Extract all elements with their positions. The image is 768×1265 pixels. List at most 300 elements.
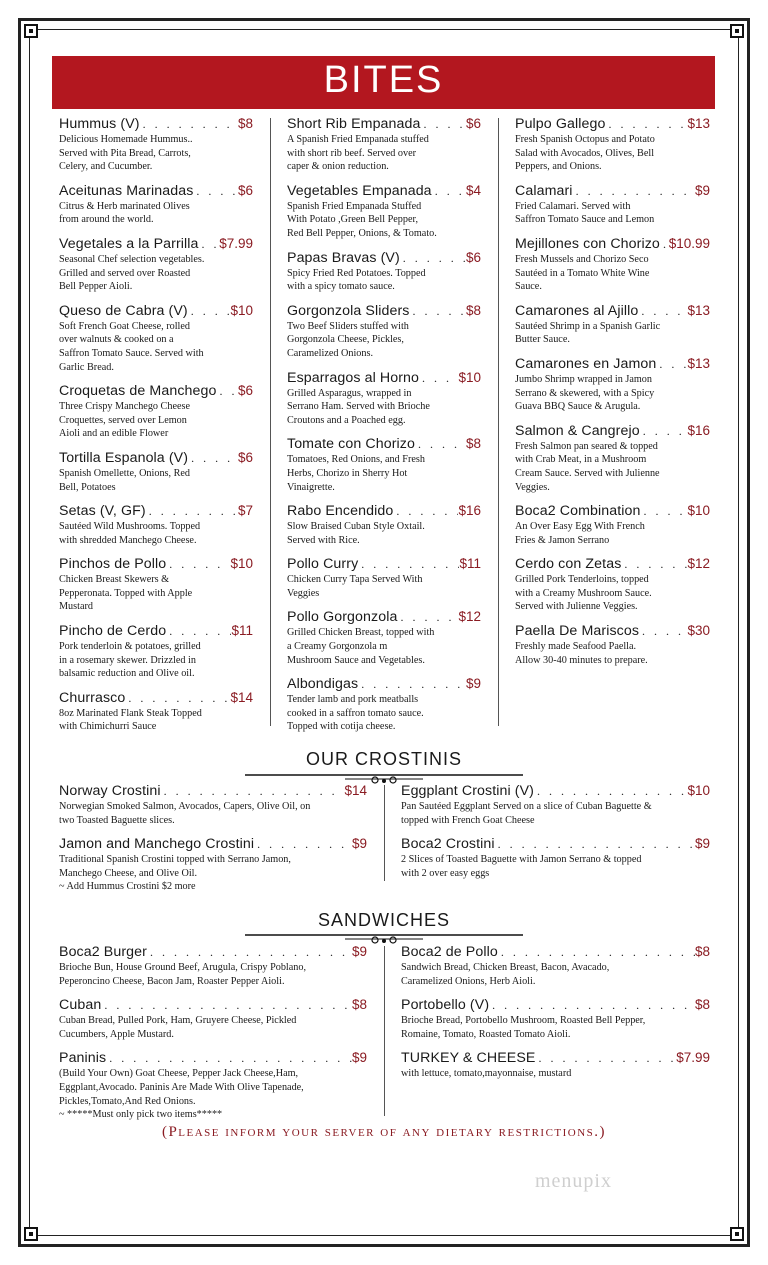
column-divider <box>498 118 499 726</box>
menu-item <box>515 303 710 347</box>
dot-leader <box>140 117 238 132</box>
menu-item-header <box>287 183 481 199</box>
menu-item-price: $9 <box>694 182 710 198</box>
menu-item-description <box>59 400 253 441</box>
menu-item-description <box>401 800 710 827</box>
bites-column-3 <box>515 116 710 676</box>
menu-item-price: $10.99 <box>668 235 710 251</box>
menu-item <box>59 383 253 441</box>
menu-item-description <box>515 253 710 294</box>
menu-item-description <box>59 320 253 374</box>
description-line: Mustard <box>59 601 93 613</box>
menu-item-description <box>287 320 481 361</box>
description-line: two Toasted Baguette slices. <box>59 814 175 826</box>
menu-item-price: $8 <box>694 944 710 959</box>
menu-item-description <box>287 693 481 734</box>
menu-item <box>287 609 481 667</box>
description-line: in a rosemary skewer. Drizzled in <box>59 654 196 666</box>
menu-item-header <box>515 356 710 372</box>
dietary-notice: (Please inform your server of any dietary restrictions.) <box>161 1124 607 1140</box>
corner-ornament-bottom-left <box>24 1227 38 1241</box>
description-line: Gorgonzola Cheese, Pickles, <box>287 334 404 346</box>
bites-column-1 <box>59 116 253 743</box>
menu-item-name: Norway Crostini <box>59 783 161 799</box>
menu-item-description <box>59 520 253 547</box>
menu-item-name: Aceitunas Marinadas <box>59 182 194 199</box>
sandwiches-divider <box>384 946 385 1116</box>
description-line: Pepperonata. Topped with Apple <box>59 587 193 599</box>
description-line: Three Crispy Manchego Cheese <box>59 401 190 413</box>
menu-item <box>515 556 710 614</box>
description-line: Caramelized Onions. <box>287 347 374 359</box>
menu-item-header <box>515 623 710 639</box>
description-line: with a Creamy Mushroom Sauce. <box>515 587 652 599</box>
menu-item <box>515 116 710 174</box>
menu-item-name: Boca2 Burger <box>59 944 147 960</box>
description-line: Salad with Avocados, Olives, Bell <box>515 147 655 159</box>
crostinis-title: OUR CROSTINIS <box>305 749 462 769</box>
description-line: Romaine, Tomato, Roasted Tomato Aioli. <box>401 1028 571 1040</box>
dot-leader <box>498 945 695 960</box>
menu-item <box>59 503 253 547</box>
menu-item-name: Albondigas <box>287 676 359 693</box>
menu-item <box>515 423 710 494</box>
dot-leader <box>641 504 688 519</box>
menu-item-description <box>59 1014 367 1041</box>
menu-item-price: $13 <box>687 355 710 371</box>
description-line: Two Beef Sliders stuffed with <box>287 320 409 332</box>
corner-ornament-bottom-right <box>730 1227 744 1241</box>
description-line: Guava BBQ Sauce & Arugula. <box>515 401 641 413</box>
menu-item-name: Queso de Cabra (V) <box>59 302 188 319</box>
description-line: Herbs, Chorizo in Sherry Hot <box>287 467 408 479</box>
menu-item-name: Pollo Gorgonzola <box>287 609 398 626</box>
description-line: Croutons and a Poached egg. <box>287 414 406 426</box>
menu-item-price: $4 <box>465 182 481 198</box>
description-line: Delicious Homemade Hummus.. <box>59 134 193 145</box>
description-line: Slow Braised Cuban Style Oxtail. <box>287 521 425 533</box>
menu-item-description <box>59 467 253 494</box>
menu-item-price: $14 <box>344 783 367 798</box>
description-line: over walnuts & cooked on a <box>59 334 174 346</box>
menu-item-header <box>401 997 710 1013</box>
description-line: with shredded Manchego Cheese. <box>59 534 197 546</box>
menu-item-description <box>401 853 710 880</box>
menu-item <box>515 503 710 547</box>
description-line: cooked in a saffron tomato sauce. <box>287 707 424 719</box>
menu-item-header <box>401 944 710 960</box>
description-line: Grilled Pork Tenderloins, topped <box>515 574 649 586</box>
menu-item-price: $7.99 <box>219 235 253 251</box>
menu-item-name: Vegetables Empanada <box>287 182 432 199</box>
menu-item-price: $6 <box>465 116 481 131</box>
menu-item-description <box>515 520 710 547</box>
menu-item-header <box>515 423 710 439</box>
sandwiches-title: SANDWICHES <box>317 910 450 930</box>
dot-leader <box>639 624 687 639</box>
menu-item-name: Paella De Mariscos <box>515 623 640 640</box>
dot-leader <box>573 184 695 199</box>
dot-leader <box>166 624 231 639</box>
menu-item <box>287 676 481 734</box>
menu-item <box>59 997 367 1041</box>
dot-leader <box>358 557 459 572</box>
menu-item-header <box>59 503 253 519</box>
menu-item-header <box>401 1050 710 1066</box>
menu-item-header <box>59 783 367 799</box>
menu-item-name: Camarones en Jamon <box>515 355 657 372</box>
dot-leader <box>421 117 466 132</box>
description-line: Allow 30-40 minutes to prepare. <box>515 654 648 666</box>
menu-item-description <box>59 253 253 294</box>
menu-item <box>59 836 367 894</box>
dot-leader <box>188 451 238 466</box>
menu-item <box>59 944 367 988</box>
menu-item <box>287 556 481 600</box>
menu-item-description <box>401 1067 710 1081</box>
description-line: Red Bell Pepper, Onions, & Tomato. <box>287 227 437 239</box>
menu-item-description <box>287 453 481 494</box>
menu-item <box>401 836 710 880</box>
menu-item <box>515 236 710 294</box>
menu-item-header <box>59 623 253 639</box>
menu-item-header <box>59 236 253 252</box>
description-line: Grilled and served over Roasted <box>59 267 191 279</box>
dot-leader <box>415 437 466 452</box>
menu-item-price: $13 <box>687 116 710 131</box>
menu-item-description <box>401 1014 710 1041</box>
menu-item-name: Pincho de Cerdo <box>59 623 167 640</box>
menu-item-description <box>515 640 710 667</box>
description-line: Soft French Goat Cheese, rolled <box>59 320 190 332</box>
menu-item <box>401 997 710 1041</box>
menu-item <box>59 303 253 374</box>
sandwiches-ornament <box>245 931 523 945</box>
dot-leader <box>101 998 352 1013</box>
menu-item-price: $8 <box>237 116 253 131</box>
menu-item-header <box>59 450 253 466</box>
description-line: with Chimichurri Sauce <box>59 721 157 733</box>
description-line: Pickles,Tomato,And Red Onions. <box>59 1095 196 1107</box>
dot-leader <box>535 1051 676 1066</box>
menu-item-price: $10 <box>687 783 710 798</box>
menu-item-price: $9 <box>694 836 710 852</box>
menu-item-header <box>287 503 481 519</box>
dot-leader <box>147 945 352 960</box>
menu-item-header <box>59 997 367 1013</box>
menu-item-description <box>515 320 710 347</box>
description-line: Fries & Jamon Serrano <box>515 534 610 546</box>
menu-item <box>287 503 481 547</box>
menu-item-name: Short Rib Empanada <box>287 116 421 132</box>
description-line: Sautéed in a Tomato White Wine <box>515 267 650 279</box>
menu-item <box>401 783 710 827</box>
description-line: ~ Add Hummus Crostini $2 more <box>59 881 196 893</box>
description-line: (Build Your Own) Goat Cheese, Pepper Jack Cheese,Ham, <box>59 1068 299 1080</box>
description-line: Norwegian Smoked Salmon, Avocados, Capers, Olive Oil, on <box>59 801 311 812</box>
menu-item-price: $12 <box>458 609 481 625</box>
crostinis-divider <box>384 785 385 881</box>
dot-leader <box>534 784 687 799</box>
menu-item-price: $9 <box>351 944 367 959</box>
description-line: with a spicy tomato sauce. <box>287 281 395 293</box>
description-line: Caramelized Onions, Herb Aioli. <box>401 975 536 987</box>
description-line: from around the world. <box>59 214 154 226</box>
description-line: Vinaigrette. <box>287 481 335 493</box>
menu-item <box>59 690 253 734</box>
description-line: Tomatoes, Red Onions, and Fresh <box>287 454 425 466</box>
menu-item-price: $10 <box>687 503 710 519</box>
menu-item <box>515 356 710 414</box>
description-line: An Over Easy Egg With French <box>515 521 645 533</box>
menu-item <box>59 116 253 174</box>
menu-item-description <box>401 961 710 988</box>
menu-item-header <box>287 436 481 452</box>
menu-item-name: Tomate con Chorizo <box>287 436 415 453</box>
menu-item-price: $10 <box>230 556 253 572</box>
description-line: Spanish Omellette, Onions, Red <box>59 467 191 479</box>
description-line: Cream Sauce. Served with Julienne <box>515 467 660 479</box>
dot-leader <box>106 1051 352 1066</box>
menu-item-description <box>287 200 481 241</box>
description-line: Saffron Tomato Sauce. Served with <box>59 347 204 359</box>
menu-item-header <box>287 250 481 266</box>
description-line: Brioche Bun, House Ground Beef, Arugula, Crispy Poblano, <box>59 962 307 973</box>
menu-item-name: Churrasco <box>59 689 126 706</box>
menu-item-header <box>287 303 481 319</box>
description-line: Cuban Bread, Pulled Pork, Ham, Gruyere Cheese, Pickled <box>59 1015 297 1027</box>
dot-leader <box>397 610 458 625</box>
menu-item-name: Eggplant Crostini (V) <box>401 783 534 799</box>
dot-leader <box>638 304 687 319</box>
dot-leader <box>656 357 687 372</box>
menu-item-price: $9 <box>351 1050 367 1066</box>
crostinis-right-column <box>401 783 710 889</box>
dot-leader <box>161 784 345 799</box>
menu-item-description <box>59 133 253 174</box>
menu-item-name: Setas (V, GF) <box>59 503 146 520</box>
description-line: with short rib beef. Served over <box>287 147 417 159</box>
menu-item-description <box>59 800 367 827</box>
description-line: Chicken Breast Skewers & <box>59 574 170 586</box>
menu-item <box>287 370 481 428</box>
description-line: Seasonal Chef selection vegetables. <box>59 253 205 265</box>
menu-item-price: $7 <box>237 503 253 519</box>
bites-banner <box>52 56 715 109</box>
description-line: Celery, and Cucumber. <box>59 161 153 173</box>
menu-item-price: $30 <box>687 623 710 639</box>
menu-item <box>287 183 481 241</box>
description-line: with 2 over easy eggs <box>401 867 490 879</box>
description-line: Fresh Spanish Octopus and Potato <box>515 134 655 145</box>
menu-item-name: Paninis <box>59 1050 107 1067</box>
description-line: Sautéed Wild Mushrooms. Topped <box>59 521 201 533</box>
menu-item-header <box>59 303 253 319</box>
menu-item-name: Boca2 Crostini <box>401 836 495 853</box>
menu-item-description <box>515 440 710 494</box>
description-line: Spicy Fried Red Potatoes. Topped <box>287 267 426 279</box>
sandwiches-right-column <box>401 944 710 1090</box>
menu-item <box>401 944 710 988</box>
description-line: Mushroom Sauce and Vegetables. <box>287 654 425 666</box>
description-line: 8oz Marinated Flank Steak Topped <box>59 707 202 719</box>
dot-leader <box>419 371 458 386</box>
menu-item-header <box>59 1050 367 1066</box>
menu-item-name: Boca2 de Pollo <box>401 944 498 960</box>
menu-item-price: $16 <box>458 503 481 519</box>
menu-item <box>59 236 253 294</box>
dot-leader <box>432 184 466 199</box>
menu-item-price: $14 <box>230 689 253 705</box>
menu-item-name: Esparragos al Horno <box>287 369 420 386</box>
menu-item-price: $11 <box>231 623 253 639</box>
menu-item-description <box>59 573 253 614</box>
sandwiches-left-column <box>59 944 367 1131</box>
description-line: a Creamy Gorgonzola m <box>287 641 388 653</box>
menu-item-name: Tortilla Espanola (V) <box>59 449 189 466</box>
menu-item-name: Gorgonzola Sliders <box>287 302 410 319</box>
menu-item <box>287 250 481 294</box>
menu-item-name: Pulpo Gallego <box>515 116 606 132</box>
description-line: topped with French Goat Cheese <box>401 814 535 826</box>
menu-item-name: Cerdo con Zetas <box>515 556 622 573</box>
menu-item-description <box>59 1067 367 1121</box>
menu-item <box>59 783 367 827</box>
description-line: with Crab Meat, in a Mushroom <box>515 454 647 466</box>
menu-item-header <box>287 116 481 132</box>
menu-item-header <box>59 944 367 960</box>
description-line: Pan Sautéed Eggplant Served on a slice of Cuban Baguette & <box>401 801 652 812</box>
description-line: Jumbo Shrimp wrapped in Jamon <box>515 373 652 385</box>
dot-leader <box>193 184 238 199</box>
description-line: Served with Rice. <box>287 534 360 546</box>
menu-item-name: Portobello (V) <box>401 997 490 1014</box>
column-divider <box>270 118 271 726</box>
description-line: A Spanish Fried Empanada stuffed <box>287 134 429 145</box>
menu-item-price: $10 <box>230 302 253 318</box>
dot-leader <box>188 304 231 319</box>
menu-item-header <box>59 183 253 199</box>
description-line: Sautéed Shrimp in a Spanish Garlic <box>515 320 661 332</box>
description-line: Served with Pita Bread, Carrots, <box>59 147 191 159</box>
menu-item-description <box>59 200 253 227</box>
description-line: Chicken Curry Tapa Served With <box>287 574 423 586</box>
menu-item-description <box>287 133 481 174</box>
description-line: Veggies <box>287 587 320 599</box>
menu-item-price: $6 <box>237 449 253 465</box>
description-line: Spanish Fried Empanada Stuffed <box>287 200 422 212</box>
menu-item <box>515 623 710 667</box>
menu-item-header <box>287 370 481 386</box>
description-line: caper & onion reduction. <box>287 161 389 173</box>
description-line: with lettuce, tomato,mayonnaise, mustard <box>401 1068 572 1080</box>
page-title: BITES <box>323 59 444 101</box>
description-line: Tender lamb and pork meatballs <box>287 694 419 706</box>
menu-item-header <box>59 383 253 399</box>
menu-item-description <box>515 373 710 414</box>
corner-ornament-top-left <box>24 24 38 38</box>
description-line: Traditional Spanish Crostini topped with Serrano Jamon, <box>59 854 291 866</box>
description-line: Veggies. <box>515 481 550 493</box>
description-line: Sandwich Bread, Chicken Breast, Bacon, Avacado, <box>401 962 610 973</box>
description-line: 2 Slices of Toasted Baguette with Jamon Serrano & topped <box>401 854 642 866</box>
dot-leader <box>489 998 695 1013</box>
menu-item-price: $9 <box>351 836 367 852</box>
menu-item-header <box>401 783 710 799</box>
corner-ornament-top-right <box>730 24 744 38</box>
menu-item-price: $10 <box>458 369 481 385</box>
menu-item-price: $6 <box>237 383 253 399</box>
description-line: Peperoncino Cheese, Bacon Jam, Roaster Pepper Aioli. <box>59 975 285 987</box>
menu-item-price: $6 <box>237 182 253 198</box>
dot-leader <box>400 251 466 266</box>
description-line: Served with Julienne Veggies. <box>515 601 638 613</box>
menu-item-name: Cuban <box>59 997 102 1014</box>
description-line: Fresh Salmon pan seared & topped <box>515 440 658 452</box>
menu-item-description <box>59 961 367 988</box>
menu-item-price: $12 <box>687 556 710 572</box>
dot-leader <box>358 677 466 692</box>
menu-item-description <box>287 626 481 667</box>
description-line: Brioche Bread, Portobello Mushroom, Roasted Bell Pepper, <box>401 1015 646 1027</box>
menu-item-description <box>287 573 481 600</box>
menu-item-header <box>515 236 710 252</box>
menu-item-name: TURKEY & CHEESE <box>401 1050 536 1067</box>
menu-item-description <box>515 573 710 614</box>
menu-item-header <box>287 556 481 572</box>
menu-item-header <box>287 676 481 692</box>
dot-leader <box>495 837 695 852</box>
description-line: Fried Calamari. Served with <box>515 200 631 212</box>
menu-item-price: $8 <box>694 997 710 1013</box>
menu-item-header <box>515 503 710 519</box>
description-line: Butter Sauce. <box>515 334 570 346</box>
crostinis-left-column <box>59 783 367 903</box>
dot-leader <box>660 237 669 252</box>
menu-item-description <box>287 267 481 294</box>
description-line: Grilled Asparagus, wrapped in <box>287 387 412 399</box>
menu-item-name: Hummus (V) <box>59 116 140 132</box>
menu-item-header <box>59 556 253 572</box>
menu-item-price: $8 <box>465 302 481 318</box>
menu-item-header <box>59 116 253 132</box>
dot-leader <box>409 304 466 319</box>
menu-item-name: Calamari <box>515 182 573 199</box>
menu-item-price: $7.99 <box>676 1050 710 1066</box>
description-line: Serrano & skewered, with a Spicy <box>515 387 655 399</box>
menu-item-description <box>287 520 481 547</box>
description-line: With Potato ,Green Bell Pepper, <box>287 214 419 226</box>
bites-column-2 <box>287 116 481 743</box>
menu-item-header <box>401 836 710 852</box>
menu-item-description <box>515 133 710 174</box>
menu-item-name: Boca2 Combination <box>515 503 641 520</box>
menu-item-name: Pollo Curry <box>287 556 359 573</box>
description-line: Aioli and an edible Flower <box>59 428 169 440</box>
description-line: balsamic reduction and Olive oil. <box>59 668 195 680</box>
menu-item-name: Vegetales a la Parrilla <box>59 235 199 252</box>
menu-item-price: $11 <box>459 556 481 572</box>
menu-item-description <box>287 387 481 428</box>
description-line: Sauce. <box>515 281 542 293</box>
dot-leader <box>640 424 688 439</box>
menu-item-price: $8 <box>465 436 481 452</box>
dot-leader <box>166 557 230 572</box>
menu-item-name: Rabo Encendido <box>287 503 394 520</box>
menu-item-description <box>59 853 367 894</box>
description-line: Cucumbers, Apple Mustard. <box>59 1028 174 1040</box>
description-line: Grilled Chicken Breast, topped with <box>287 627 435 639</box>
